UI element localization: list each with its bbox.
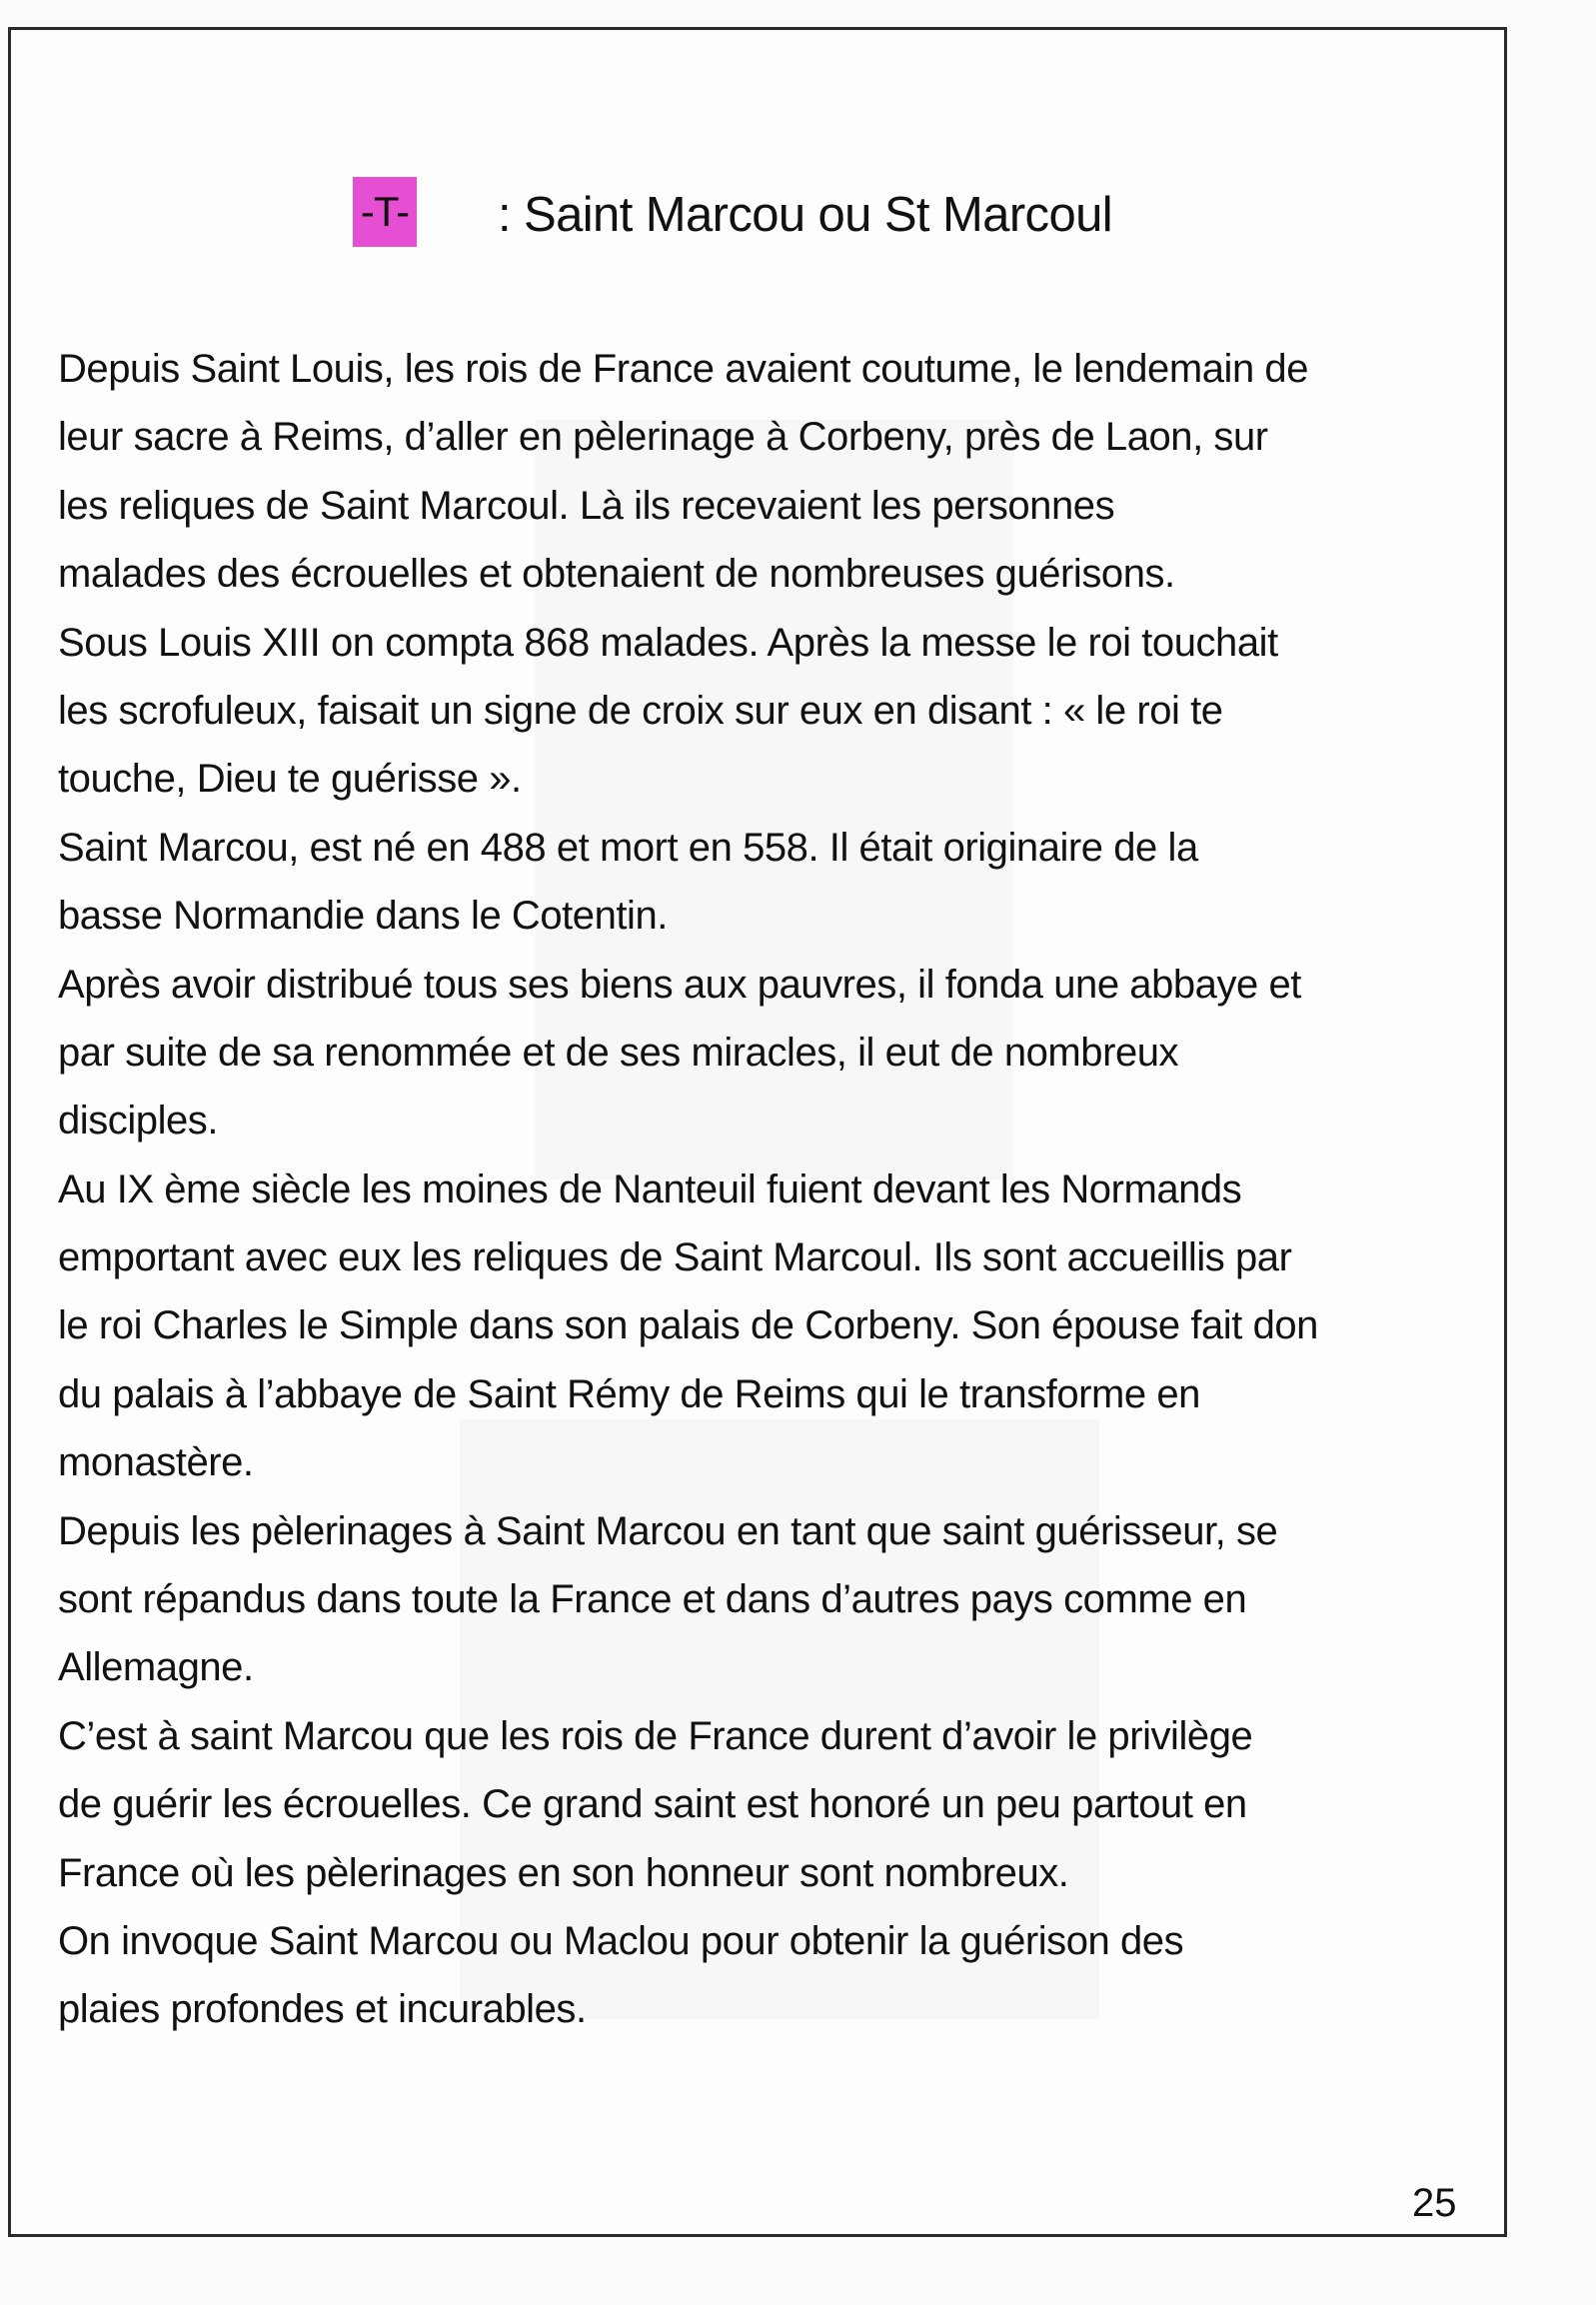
text-line: par suite de sa renommée et de ses miracles, il eut de nombreux (58, 1030, 1179, 1075)
text-line: le roi Charles le Simple dans son palais de Corbeny. Son épouse fait don (58, 1303, 1318, 1348)
text-line: de guérir les écrouelles. Ce grand saint est honoré un peu partout en (58, 1782, 1247, 1827)
text-line: Saint Marcou, est né en 488 et mort en 558. Il était originaire de la (58, 825, 1198, 870)
text-line: monastère. (58, 1440, 254, 1485)
text-line: Depuis les pèlerinages à Saint Marcou en tant que saint guérisseur, se (58, 1508, 1278, 1553)
text-line: touche, Dieu te guérisse ». (58, 757, 522, 802)
text-line: Depuis Saint Louis, les rois de France avaient coutume, le lendemain de (58, 347, 1308, 391)
text-line: Après avoir distribué tous ses biens aux pauvres, il fonda une abbaye et (58, 962, 1301, 1007)
text-line: disciples. (58, 1099, 219, 1144)
text-line: les reliques de Saint Marcoul. Là ils recevaient les personnes (58, 483, 1115, 528)
text-line: malades des écrouelles et obtenaient de nombreuses guérisons. (58, 552, 1175, 597)
text-line: emportant avec eux les reliques de Saint Marcoul. Ils sont accueillis par (58, 1235, 1292, 1280)
text-line: On invoque Saint Marcou ou Maclou pour obtenir la guérison des (58, 1918, 1184, 1963)
page-title: : Saint Marcou ou St Marcoul (498, 188, 1113, 242)
text-line: du palais à l’abbaye de Saint Rémy de Reims qui le transforme en (58, 1371, 1200, 1416)
text-line: Sous Louis XIII on compta 868 malades. Après la messe le roi touchait (58, 620, 1278, 665)
text-line: Allemagne. (58, 1645, 254, 1690)
text-line: France où les pèlerinages en son honneur sont nombreux. (58, 1850, 1069, 1895)
body-text (58, 335, 1497, 2044)
text-line: plaies profondes et incurables. (58, 1987, 587, 2032)
section-letter-badge: -T- (353, 177, 417, 247)
text-line: leur sacre à Reims, d’aller en pèlerinage à Corbeny, près de Laon, sur (58, 415, 1268, 460)
page-number: 25 (1412, 2181, 1457, 2225)
text-line: basse Normandie dans le Cotentin. (58, 894, 668, 939)
text-line: C’est à saint Marcou que les rois de France durent d’avoir le privilège (58, 1713, 1253, 1758)
text-line: les scrofuleux, faisait un signe de croix sur eux en disant : « le roi te (58, 688, 1223, 733)
text-line: sont répandus dans toute la France et dans d’autres pays comme en (58, 1577, 1247, 1622)
text-line: Au IX ème siècle les moines de Nanteuil fuient devant les Normands (58, 1166, 1242, 1211)
